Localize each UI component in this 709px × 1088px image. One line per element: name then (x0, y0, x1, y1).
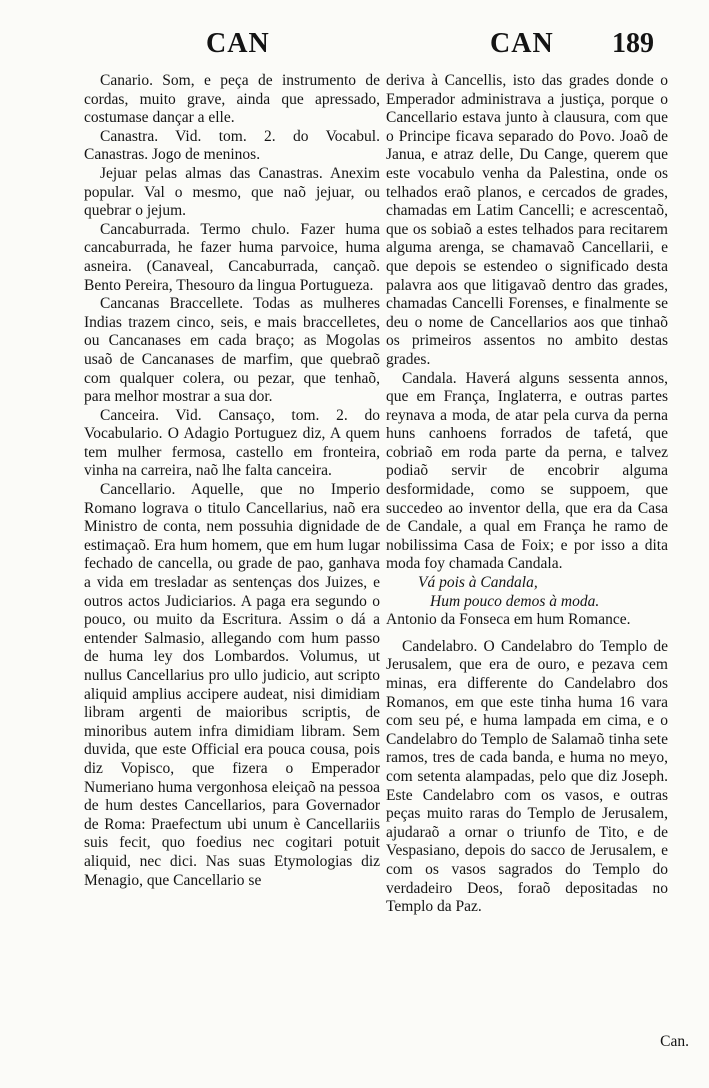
running-head-right: CAN (490, 28, 554, 59)
entry-candelabro: Candelabro. O Candelabro do Templo de Jerusalem, que era de ouro, e pezava cem minas, era differente do Candelabro dos Romanos, em que este tinha huma 16 vara com seu pé, e huma lampada em cima, e o Candelabro do Templo de Salamaõ tinha sete ramos, tres de cada banda, e huma no meyo, com setenta alampadas, pelo que diz Joseph. Este Candelabro com os vasos, e outras peças muito raras do Templo de Jerusalem, ajudaraõ a ornar o triunfo de Tito, e de Vespasiano, depois do sacco de Jerusalem, e com os vasos sagrados do Templo do verdadeiro Deos, foraõ depositadas no Templo da Paz. (386, 637, 668, 916)
entry-cancanas: Cancanas Braccellete. Todas as mulheres Indias trazem cinco, seis, e mais braccelletes, ou Cancanases em cada braço; as Mogolas usaõ de Cancanases de marfim, que quebraõ com qualquer colera, ou pezar, que tenhaõ, para melhor mostrar a sua dor. (84, 295, 380, 406)
verse-attribution: Antonio da Fonseca em hum Romance. (386, 611, 631, 629)
verse-line-1: Vá pois à Candala, (418, 574, 538, 592)
entry-cancellario: Cancellario. Aquelle, que no Imperio Romano lograva o titulo Cancellarius, naõ era Ministro de conta, nem possuhia dignidade de estimaçaõ. Era hum homem, que em hum lugar fechado de cancella, ou grade de pao, ganhava a vida em tresladar as sentenças dos Juizes, e outros actos Judiciarios. A paga era segundo o pouco, ou muito da Escritura. Assim o dá a entender Salmasio, allegando com hum passo de huma ley dos Lombardos. Volumus, ut nullus Cancellarius pro ullo judicio, aut scripto aliquid amplius accipere audeat, nisi dimidiam libram argenti de maioribus scriptis, de minoribus autem infra dimidiam libram. Sem duvida, que este Official era pouca cousa, pois diz Vopisco, que fizera o Emperador Numeriano huma vergonhosa eleiçaõ na pessoa de hum destes Cancellarios, para Governador de Roma: Praefectum ubi unum è Cancellariis suis fecit, quo foedius nec cogitari potuit aliquid, nec dici. Nas suas Etymologias diz Menagio, que Cancellario se (84, 481, 380, 889)
catchword: Can. (660, 1033, 689, 1050)
entry-jejuar: Jejuar pelas almas das Canastras. Anexim popular. Val o mesmo, que naõ jejuar, ou quebrar o jejum. (84, 164, 380, 220)
entry-canario: Canario. Som, e peça de instrumento de cordas, muito grave, ainda que apressado, costumase dançar a elle. (84, 72, 380, 127)
running-head-left: CAN (206, 28, 270, 59)
verse-line-2: Hum pouco demos à moda. (430, 592, 600, 610)
left-column (84, 72, 380, 890)
right-column (386, 72, 668, 917)
entry-canastra: Canastra. Vid. tom. 2. do Vocabul. Canastras. Jogo de meninos. (84, 127, 380, 164)
entry-canceira: Canceira. Vid. Cansaço, tom. 2. do Vocabulario. O Adagio Portuguez diz, A quem tem mulher fermosa, castello em fronteira, vinha na carreira, naõ lhe falta canceira. (84, 406, 380, 480)
page-number: 189 (612, 28, 654, 59)
entry-cancellario-continued: deriva à Cancellis, isto das grades donde o Emperador administrava a justiça, porque o Cancellario estava junto à clausura, com que o Principe ficava separado do Povo. Joaõ de Janua, e atraz delle, Du Cange, querem que este vocabulo venha da Palestina, onde os telhados eraõ planos, e cercados de grades, chamadas em Latim Cancelli; e acrescentaõ, que os sobiaõ a estes telhados para recitarem alguma arenga, se chamavaõ Cancellarii, e que depois se estendeo o significado desta palavra aos que litigavaõ dentro das grades, chamadas Cancelli Forenses, e finalmente se deu o nome de Cancellarios aos que tinhaõ os primeiros assentos no ambito destas grades. (386, 72, 668, 368)
entry-cancaburrada: Cancaburrada. Termo chulo. Fazer huma cancaburrada, he fazer huma parvoice, huma asneira. (Canaveal, Cancaburrada, cançaõ. Bento Pereira, Thesouro da lingua Portugueza. (84, 220, 380, 294)
entry-candala: Candala. Haverá alguns sessenta annos, que em França, Inglaterra, e outras partes reynava a moda, de atar pela curva da perna huns canhoens forrados de tafetá, que cobriaõ em roda parte da perna, e talvez podiaõ servir de encobrir alguma desformidade, como se suppoem, que succedeo ao inventor della, que era da Casa de Candale, a qual em França he ramo de nobilissima Casa de Foix; e por isso a dita moda foy chamada Candala. (386, 369, 668, 573)
